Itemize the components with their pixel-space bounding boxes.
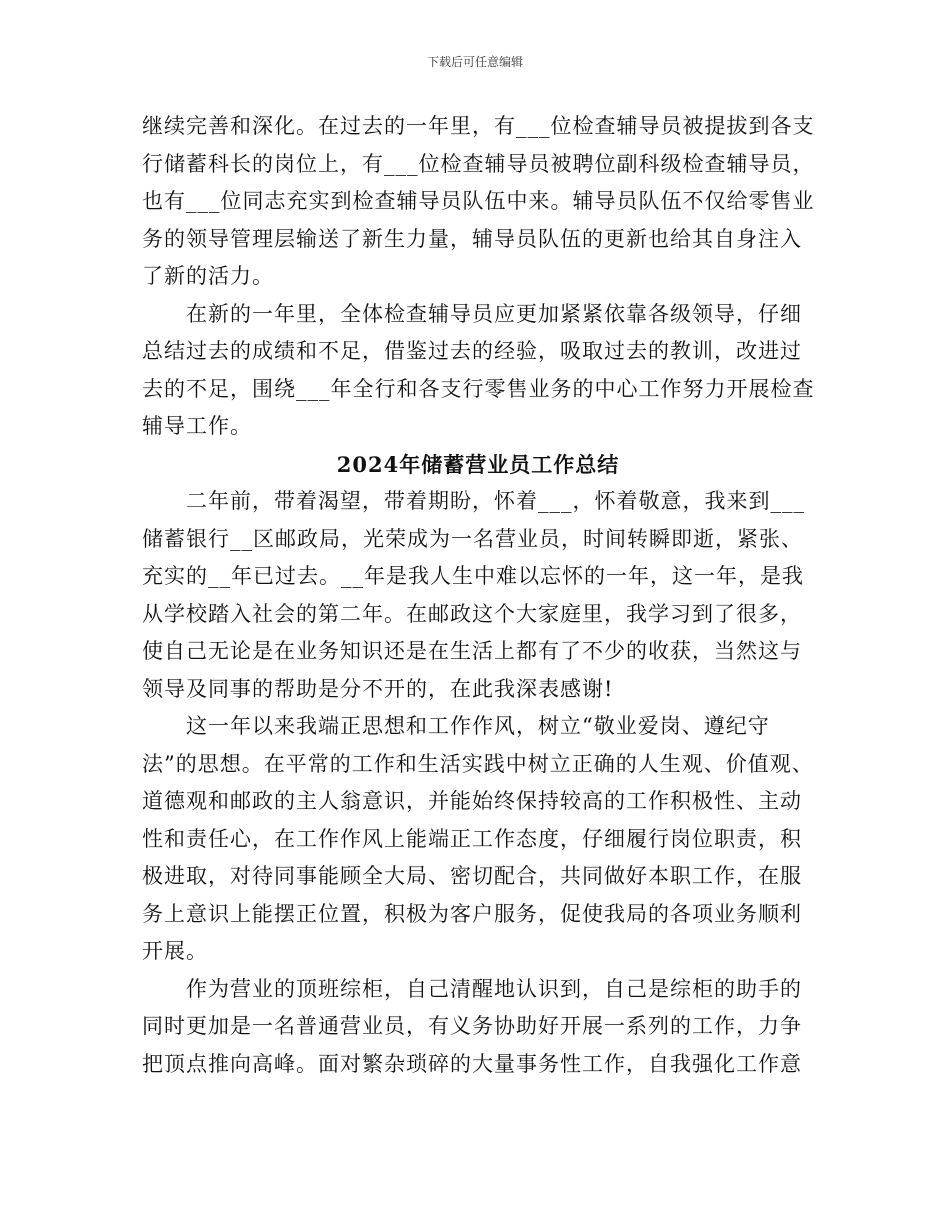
- text-line: 总结过去的成绩和不足，借鉴过去的经验，吸取过去的教训，改进过: [142, 339, 802, 363]
- text-line: 充实的__年已过去。__年是我人生中难以忘怀的一年，这一年，是我: [142, 564, 804, 588]
- text-line: 领导及同事的帮助是分不开的，在此我深表感谢!: [142, 676, 614, 701]
- text-line: 从学校踏入社会的第二年。在邮政这个大家庭里，我学习到了很多，: [142, 601, 802, 626]
- text-line: 辅导工作。: [142, 414, 252, 438]
- section-title: 2024年储蓄营业员工作总结: [336, 451, 620, 477]
- text-line: 开展。: [142, 939, 208, 963]
- text-line: 务的领导管理层输送了新生力量，辅导员队伍的更新也给其自身注入: [142, 226, 802, 251]
- text-line: 务上意识上能摆正位置，积极为客户服务，促使我局的各项业务顺利: [142, 901, 802, 926]
- document-body: [142, 108, 814, 1083]
- text-line: 储蓄银行__区邮政局，光荣成为一名营业员，时间转瞬即逝，紧张、: [142, 526, 803, 551]
- text-line: 了新的活力。: [142, 264, 274, 288]
- text-line: 法”的思想。在平常的工作和生活实践中树立正确的人生观、价值观、: [142, 751, 814, 776]
- text-line: 去的不足，围绕___年全行和各支行零售业务的中心工作努力开展检查: [142, 376, 815, 401]
- text-line: 把顶点推向高峰。面对繁杂琐碎的大量事务性工作，自我强化工作意: [142, 1051, 802, 1076]
- text-line: 道德观和邮政的主人翁意识，并能始终保持较高的工作积极性、主动: [142, 789, 802, 813]
- text-line: 同时更加是一名普通营业员，有义务协助好开展一系列的工作，力争: [142, 1014, 802, 1038]
- text-line: 作为营业的顶班综柜，自己清醒地认识到，自己是综柜的助手的: [142, 976, 802, 1001]
- text-line: 在新的一年里，全体检查辅导员应更加紧紧依靠各级领导，仔细: [142, 301, 802, 326]
- text-line: 性和责任心，在工作作风上能端正工作态度，仔细履行岗位职责，积: [142, 826, 802, 851]
- text-line: 行储蓄科长的岗位上，有___位检查辅导员被聘位副科级检查辅导员，: [142, 151, 815, 176]
- text-line: 极进取，对待同事能顾全大局、密切配合，共同做好本职工作，在服: [142, 864, 802, 888]
- text-line: 使自己无论是在业务知识还是在生活上都有了不少的收获，当然这与: [142, 639, 802, 663]
- text-line: 这一年以来我端正思想和工作作风，树立“敬业爱岗、遵纪守: [142, 714, 770, 738]
- page-header: 下载后可任意编辑: [426, 55, 523, 69]
- text-line: 也有___位同志充实到检查辅导员队伍中来。辅导员队伍不仅给零售业: [142, 189, 815, 213]
- text-line: 继续完善和深化。在过去的一年里，有___位检查辅导员被提拔到各支: [142, 114, 815, 138]
- text-line: 二年前，带着渴望，带着期盼，怀着___，怀着敬意，我来到___: [142, 489, 805, 513]
